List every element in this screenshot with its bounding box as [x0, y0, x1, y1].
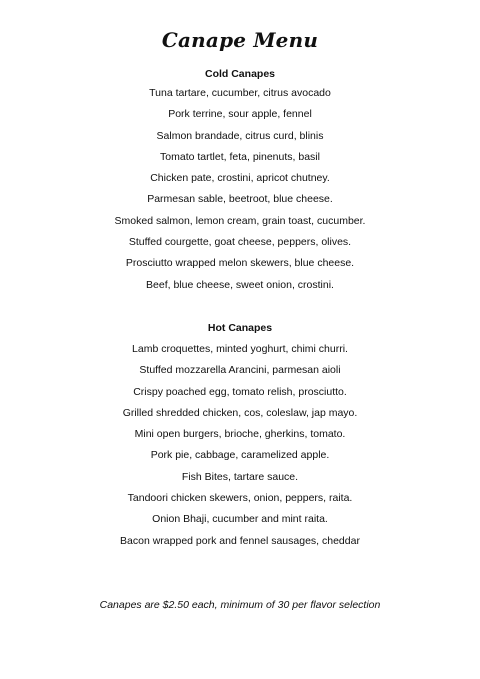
hot-canapes-heading: Hot Canapes [207, 322, 273, 334]
menu-item: Pork pie, cabbage, caramelized apple. [150, 449, 330, 462]
hot-canapes-list [0, 342, 480, 555]
menu-item: Tomato tartlet, feta, pinenuts, basil [160, 150, 320, 163]
menu-item: Grilled shredded chicken, cos, coleslaw, jap mayo. [122, 406, 358, 419]
menu-item: Parmesan sable, beetroot, blue cheese. [147, 193, 333, 206]
pricing-note: Canapes are $2.50 each, minimum of 30 per flavor selection [99, 599, 381, 611]
cold-canapes-heading: Cold Canapes [204, 68, 275, 80]
menu-item: Onion Bhaji, cucumber and mint raita. [152, 513, 328, 526]
menu-item: Prosciutto wrapped melon skewers, blue cheese. [125, 257, 355, 270]
menu-item: Lamb croquettes, minted yoghurt, chimi churri. [132, 343, 348, 355]
menu-item: Salmon brandade, citrus curd, blinis [156, 129, 324, 142]
menu-item: Bacon wrapped pork and fennel sausages, cheddar [120, 534, 360, 547]
cold-canapes-list [0, 86, 480, 299]
menu-item: Beef, blue cheese, sweet onion, crostini. [146, 278, 334, 291]
menu-item: Pork terrine, sour apple, fennel [168, 108, 312, 121]
page-title: Canape Menu [161, 28, 319, 52]
menu-item: Crispy poached egg, tomato relish, prosciutto. [133, 385, 347, 398]
menu-item: Tandoori chicken skewers, onion, peppers, raita. [127, 492, 353, 505]
menu-item: Tuna tartare, cucumber, citrus avocado [149, 87, 331, 99]
menu-item: Fish Bites, tartare sauce. [181, 470, 299, 483]
menu-item: Mini open burgers, brioche, gherkins, tomato. [134, 428, 346, 441]
menu-item: Smoked salmon, lemon cream, grain toast, cucumber. [114, 214, 366, 227]
menu-item: Stuffed courgette, goat cheese, peppers, olives. [128, 236, 352, 249]
menu-item: Stuffed mozzarella Arancini, parmesan aioli [139, 364, 341, 377]
menu-item: Chicken pate, crostini, apricot chutney. [150, 172, 330, 185]
